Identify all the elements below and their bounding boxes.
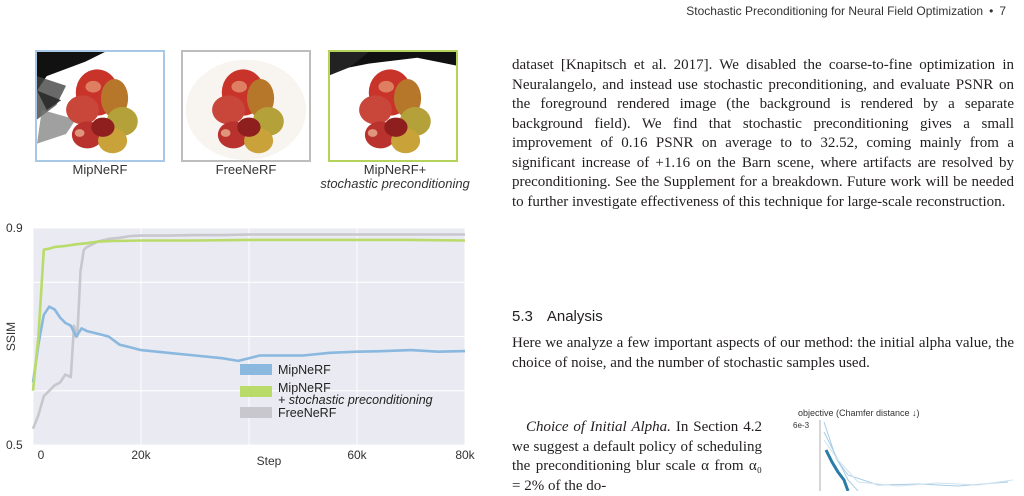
legend-swatch-freenerf [240, 407, 272, 418]
caption-stochastic-line1: MipNeRF+ [363, 162, 427, 177]
running-header [686, 4, 1006, 18]
x-tick-label: 20k [131, 448, 151, 462]
paragraph-2-text: Here we analyze a few important aspects of our method: the initial alpha value, the choice of noise, and the number of stochastic samples used. [512, 335, 1014, 371]
y-axis-label: SSIM [4, 321, 18, 352]
section-title: Analysis [546, 308, 603, 325]
body-paragraph-3 [512, 418, 762, 496]
legend-label-freenerf: FreeNeRF [278, 406, 337, 420]
y-tick-label: 0.5 [6, 438, 23, 452]
legend-label-stochastic-line2: + stochastic preconditioning [278, 393, 433, 407]
freenerf-render-image [181, 50, 311, 162]
caption-stochastic [310, 163, 480, 191]
inset-chart [818, 420, 1018, 491]
inset-series-b [824, 432, 1008, 486]
stochastic-render-image [328, 50, 458, 162]
section-number: 5.3 [512, 308, 533, 325]
inset-series-d [824, 440, 1013, 486]
legend-label-mipnerf: MipNeRF [278, 363, 331, 377]
body-paragraph-2 [512, 334, 1014, 373]
x-tick-label: 0 [37, 448, 45, 462]
running-title: Stochastic Preconditioning for Neural Field Optimization [686, 4, 984, 18]
legend-swatch-stochastic [240, 386, 272, 397]
ssim-chart [0, 220, 490, 482]
inset-chart-title: objective (Chamfer distance ↓) [798, 408, 920, 418]
paragraph-3-body: In Section 4.2 we suggest a default policy of scheduling the preconditioning blur scale α from α₀ = 2% of the do- [512, 419, 762, 494]
paragraph-3-run-in-title: Choice of Initial Alpha. [526, 419, 671, 435]
inset-y-tick: 6e-3 [793, 421, 810, 430]
header-bullet: • [989, 4, 994, 18]
paragraph-3-text [512, 418, 762, 496]
y-tick-label: 0.9 [6, 221, 23, 235]
x-tick-label: 60k [347, 448, 367, 462]
body-paragraph-1 [512, 56, 1014, 212]
x-tick-label: 80k [455, 448, 475, 462]
caption-stochastic-line2: stochastic preconditioning [320, 176, 470, 191]
caption-freenerf: FreeNeRF [215, 162, 277, 177]
caption-mipnerf: MipNeRF [72, 162, 128, 177]
legend-label-stochastic: MipNeRF [278, 381, 331, 395]
x-axis-label: Step [256, 454, 282, 468]
mipnerf-render-image [35, 50, 165, 162]
page-number: 7 [999, 4, 1006, 18]
legend-swatch-mipnerf [240, 364, 272, 375]
paragraph-1-text: dataset [Knapitsch et al. 2017]. We disabled the coarse-to-fine optimization in Neuralangelo, and instead use stochastic preconditioning, and evaluate PSNR on the foreground rendered image (the background is rendered by a separate background field). We find that stochastic preconditioning gives a small improvement of 0.16 PSNR on average to to 32.52, coming mainly from a significant increase of +1.16 on the Barn scene, where artifacts are resolved by preconditioning. See the Supplement for a breakdown. Future work will be needed to further investigate effectiveness of this technique for large-scale reconstruction. [512, 57, 1014, 210]
section-heading [512, 308, 603, 325]
